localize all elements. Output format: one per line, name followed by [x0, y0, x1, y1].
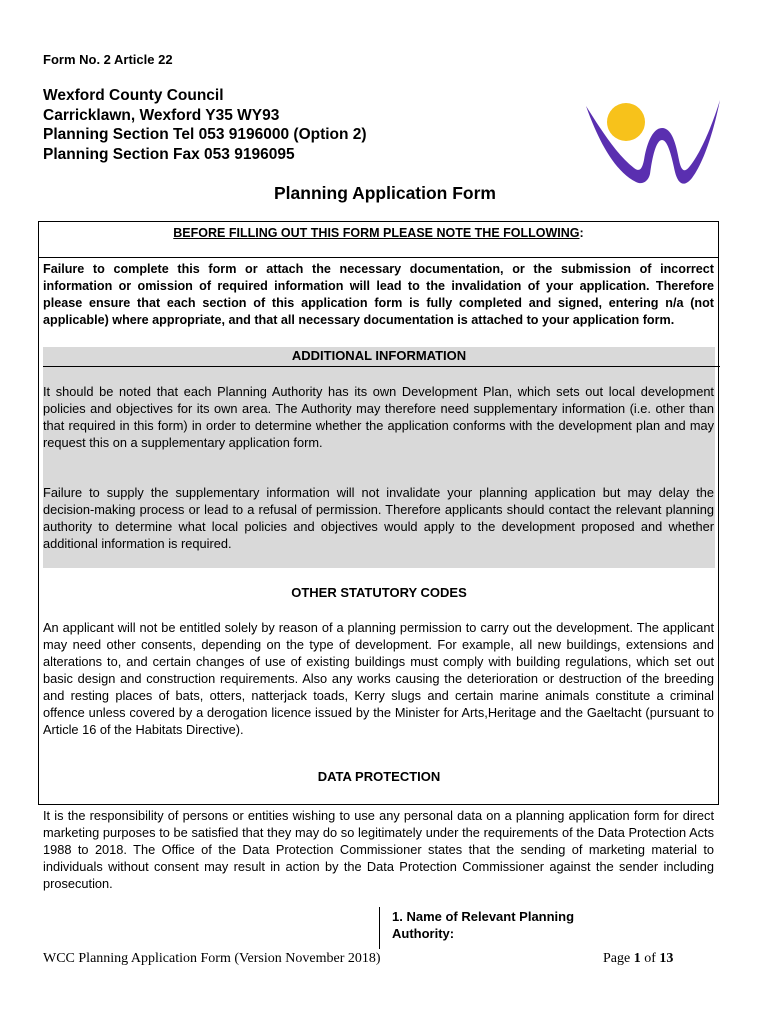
warning-text: Failure to complete this form or attach the necessary documentation, or the submission of incorrect information or omission of required information will lead to the invalidation of your application. Therefore please ensure that each section of this application form is fully completed and signed, entering n/a (not applicable) where appropriate, and that all necessary documentation is attached to your application form.: [43, 262, 714, 327]
council-fax: Planning Section Fax 053 9196095: [43, 145, 295, 163]
data-protection-heading: DATA PROTECTION: [317, 769, 441, 784]
section-1-label-line-2: Authority:: [392, 926, 455, 941]
section-divider: [379, 907, 380, 949]
footer-version: WCC Planning Application Form (Version November 2018): [43, 951, 381, 966]
logo-wave: [586, 100, 720, 184]
section-1-label: [392, 908, 574, 942]
form-number: Form No. 2 Article 22: [43, 52, 173, 67]
logo-sun: [607, 103, 645, 141]
statutory-codes-heading: OTHER STATUTORY CODES: [291, 585, 467, 600]
data-protection-text: It is the responsibility of persons or entities wishing to use any personal data on a planning application form for direct marketing purposes to be satisfied that they may do so legitimately under the requirements of the Data Protection Acts 1988 to 2018. The Office of the Data Protection Commissioner states that the sending of marketing material to individuals without consent may result in action by the Data Protection Commissioner against the sender including prosecution.: [43, 808, 714, 891]
council-logo: [582, 96, 722, 196]
additional-info-paragraph-1: It should be noted that each Planning Authority has its own Development Plan, which sets out local development policies and objectives for its own area. The Authority may therefore need supplementary information (i.e. other than that required in this form) in order to determine whether the application conforms with the development plan and may request this on a supplementary application form.: [43, 384, 714, 450]
council-address: [43, 86, 367, 164]
statutory-codes-text: An applicant will not be entitled solely by reason of a planning permission to carry out the development. The applicant may need other consents, depending on the type of development. For example, all new buildings, extensions and alterations to, and certain changes of use of existing buildings must comply with building regulations, which set out basic design and construction requirements. Also any works causing the deterioration or destruction of the breeding and resting places of bats, otters, natterjack toads, Kerry slugs and certain marine animals constitute a criminal offence unless covered by a derogation licence issued by the Minister for Arts,Heritage and the Gaeltacht (pursuant to Article 16 of the Habitats Directive).: [43, 620, 714, 737]
page-title: Planning Application Form: [274, 183, 496, 203]
divider: [43, 366, 720, 367]
council-name: Wexford County Council: [43, 87, 224, 104]
note-heading: BEFORE FILLING OUT THIS FORM PLEASE NOTE THE FOLLOWING:: [173, 226, 584, 240]
additional-info-heading: ADDITIONAL INFORMATION: [291, 348, 467, 363]
page-number: Page 1 of 13: [603, 951, 674, 966]
council-tel: Planning Section Tel 053 9196000 (Option 2): [43, 126, 367, 143]
additional-info-paragraph-2: Failure to supply the supplementary information will not invalidate your planning application but may delay the decision-making process or lead to a refusal of permission. Therefore applicants should contact the relevant planning authority to determine what local policies and objectives would apply to the development proposed and whether additional information is required.: [43, 485, 714, 551]
section-1-label-line-1: 1. Name of Relevant Planning: [392, 909, 575, 924]
council-street: Carricklawn, Wexford Y35 WY93: [43, 106, 280, 124]
